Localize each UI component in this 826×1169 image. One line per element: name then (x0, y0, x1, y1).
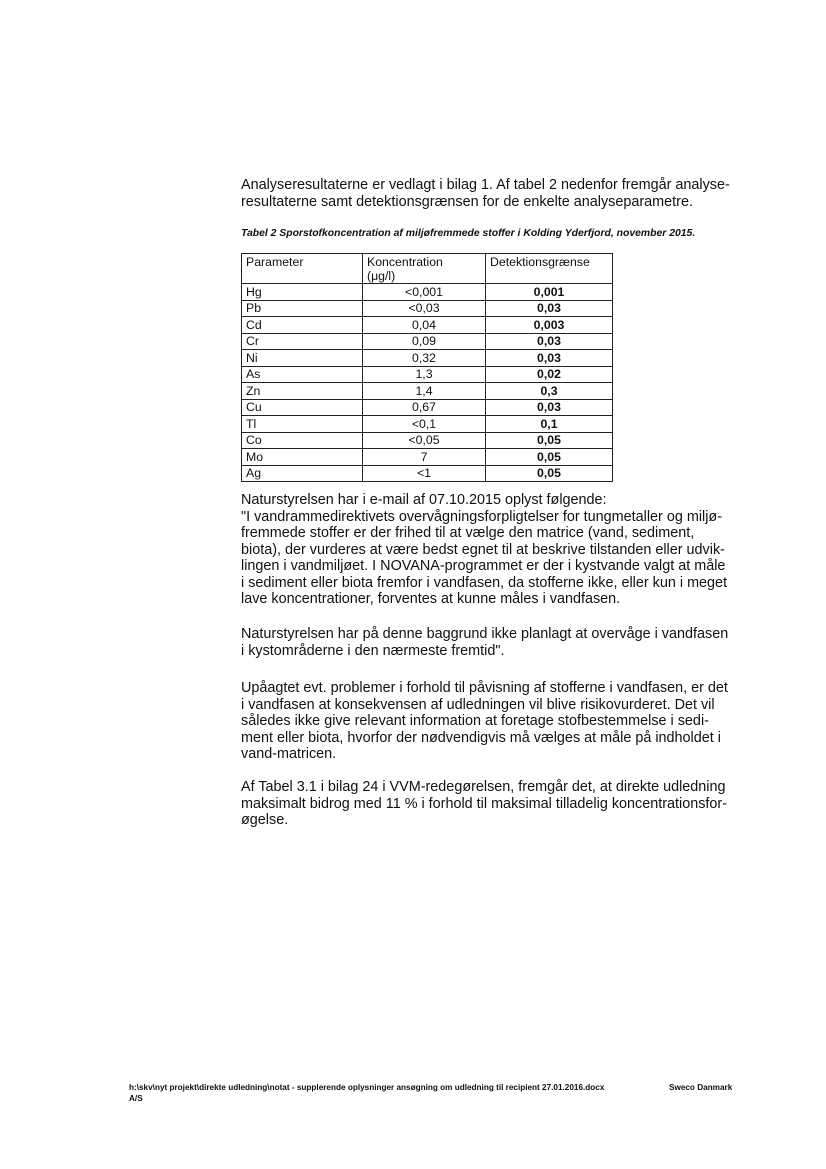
cell-parameter: Pb (242, 300, 363, 317)
table-row (242, 465, 613, 482)
table-row (242, 333, 613, 350)
cell-concentration: 7 (363, 449, 486, 466)
cell-concentration: 0,04 (363, 317, 486, 334)
cell-concentration: 1,4 (363, 383, 486, 400)
text-line: Upåagtet evt. problemer i forhold til påvisning af stofferne i vandfasen, er det (241, 680, 728, 696)
cell-parameter: Co (242, 432, 363, 449)
cell-detection-limit: 0,02 (486, 366, 613, 383)
cell-detection-limit: 0,05 (486, 465, 613, 482)
cell-concentration: <0,001 (363, 284, 486, 301)
cell-detection-limit: 0,05 (486, 449, 613, 466)
column-header-concentration (363, 254, 486, 284)
cell-parameter: Ag (242, 465, 363, 482)
table-row (242, 449, 613, 466)
table-row (242, 284, 613, 301)
cell-parameter: Cu (242, 399, 363, 416)
text-line: resultaterne samt detektionsgrænsen for de enkelte analyseparametre. (241, 193, 693, 210)
cell-concentration: 1,3 (363, 366, 486, 383)
table-row (242, 366, 613, 383)
table-row (242, 383, 613, 400)
cell-detection-limit: 0,1 (486, 416, 613, 433)
cell-parameter: Tl (242, 416, 363, 433)
monitoring-paragraph (241, 626, 749, 659)
column-header-parameter: Parameter (242, 254, 363, 284)
table-row (242, 399, 613, 416)
cell-parameter: As (242, 366, 363, 383)
cell-detection-limit: 0,03 (486, 300, 613, 317)
intro-paragraph (241, 177, 749, 210)
table-row (242, 350, 613, 367)
table-row (242, 432, 613, 449)
text-line: øgelse. (241, 812, 289, 828)
text-line: i sediment eller biota fremfor i vandfasen, da stofferne ikke, eller kun i meget (241, 574, 728, 591)
cell-detection-limit: 0,001 (486, 284, 613, 301)
cell-concentration: 0,67 (363, 399, 486, 416)
cell-parameter: Hg (242, 284, 363, 301)
trace-substance-table (241, 253, 613, 482)
footer-company-suffix: A/S (129, 1094, 143, 1103)
column-header-detection-limit: Detektionsgrænse (486, 254, 613, 284)
cell-parameter: Ni (242, 350, 363, 367)
text-line: lave koncentrationer, forventes at kunne måles i vandfasen. (241, 591, 621, 607)
cell-concentration: <0,05 (363, 432, 486, 449)
text-line: lingen i vandmiljøet. I NOVANA-programmet er der i kystvande valgt at måle (241, 558, 726, 574)
cell-concentration: 0,09 (363, 333, 486, 350)
text-line: således ikke give relevant information at foretage stofbestemmelse i sedi- (241, 713, 709, 729)
table-header-row (242, 254, 613, 284)
table-row (242, 300, 613, 317)
footer-file-path: h:\skv\nyt projekt\direkte udledning\notat - supplerende oplysninger ansøgning om udledning til recipient 27.01.2016.docx (129, 1083, 605, 1092)
cell-concentration: 0,32 (363, 350, 486, 367)
table-caption: Tabel 2 Sporstofkoncentration af miljøfremmede stoffer i Kolding Yderfjord, november 2015. (241, 228, 696, 239)
cell-detection-limit: 0,03 (486, 399, 613, 416)
text-line: vand-matricen. (241, 746, 337, 762)
cell-parameter: Cr (242, 333, 363, 350)
cell-concentration: <0,03 (363, 300, 486, 317)
cell-parameter: Cd (242, 317, 363, 334)
text-line: "I vandrammedirektivets overvågningsforpligtelser for tungmetaller og miljø- (241, 508, 722, 525)
text-line: fremmede stoffer er der frihed til at vælge den matrice (vand, sediment, (241, 525, 695, 541)
quote-paragraph (241, 492, 749, 608)
text-line: Naturstyrelsen har på denne baggrund ikke planlagt at overvåge i vandfasen (241, 626, 729, 642)
text-line: i kystområderne i den nærmeste fremtid". (241, 642, 505, 659)
text-line: Af Tabel 3.1 i bilag 24 i VVM-redegørelsen, fremgår det, at direkte udledning (241, 779, 726, 795)
text-line: maksimalt bidrog med 11 % i forhold til maksimal tilladelig koncentrationsfor- (241, 795, 728, 812)
text-line: biota), der vurderes at være bedst egnet til at beskrive tilstanden eller udvik- (241, 541, 725, 558)
table-row (242, 416, 613, 433)
cell-parameter: Mo (242, 449, 363, 466)
column-header-concentration-label: Koncentration (367, 255, 443, 269)
vvm-paragraph (241, 779, 749, 829)
cell-detection-limit: 0,05 (486, 432, 613, 449)
cell-detection-limit: 0,03 (486, 350, 613, 367)
footer-company: Sweco Danmark (669, 1083, 733, 1092)
cell-concentration: <0,1 (363, 416, 486, 433)
table-row (242, 317, 613, 334)
column-header-concentration-unit: (μg/l) (367, 269, 396, 283)
text-line: i vandfasen at konsekvensen af udledningen vil blive risikovurderet. Det vil (241, 696, 715, 713)
cell-parameter: Zn (242, 383, 363, 400)
text-line: Analyseresultaterne er vedlagt i bilag 1. Af tabel 2 nedenfor fremgår analyse- (241, 177, 730, 193)
cell-detection-limit: 0,3 (486, 383, 613, 400)
cell-concentration: <1 (363, 465, 486, 482)
text-line: Naturstyrelsen har i e-mail af 07.10.2015 oplyst følgende: (241, 492, 607, 508)
water-phase-paragraph (241, 680, 749, 763)
text-line: ment eller biota, hvorfor der nødvendigvis må vælges at måle på indholdet i (241, 729, 721, 746)
cell-detection-limit: 0,03 (486, 333, 613, 350)
cell-detection-limit: 0,003 (486, 317, 613, 334)
